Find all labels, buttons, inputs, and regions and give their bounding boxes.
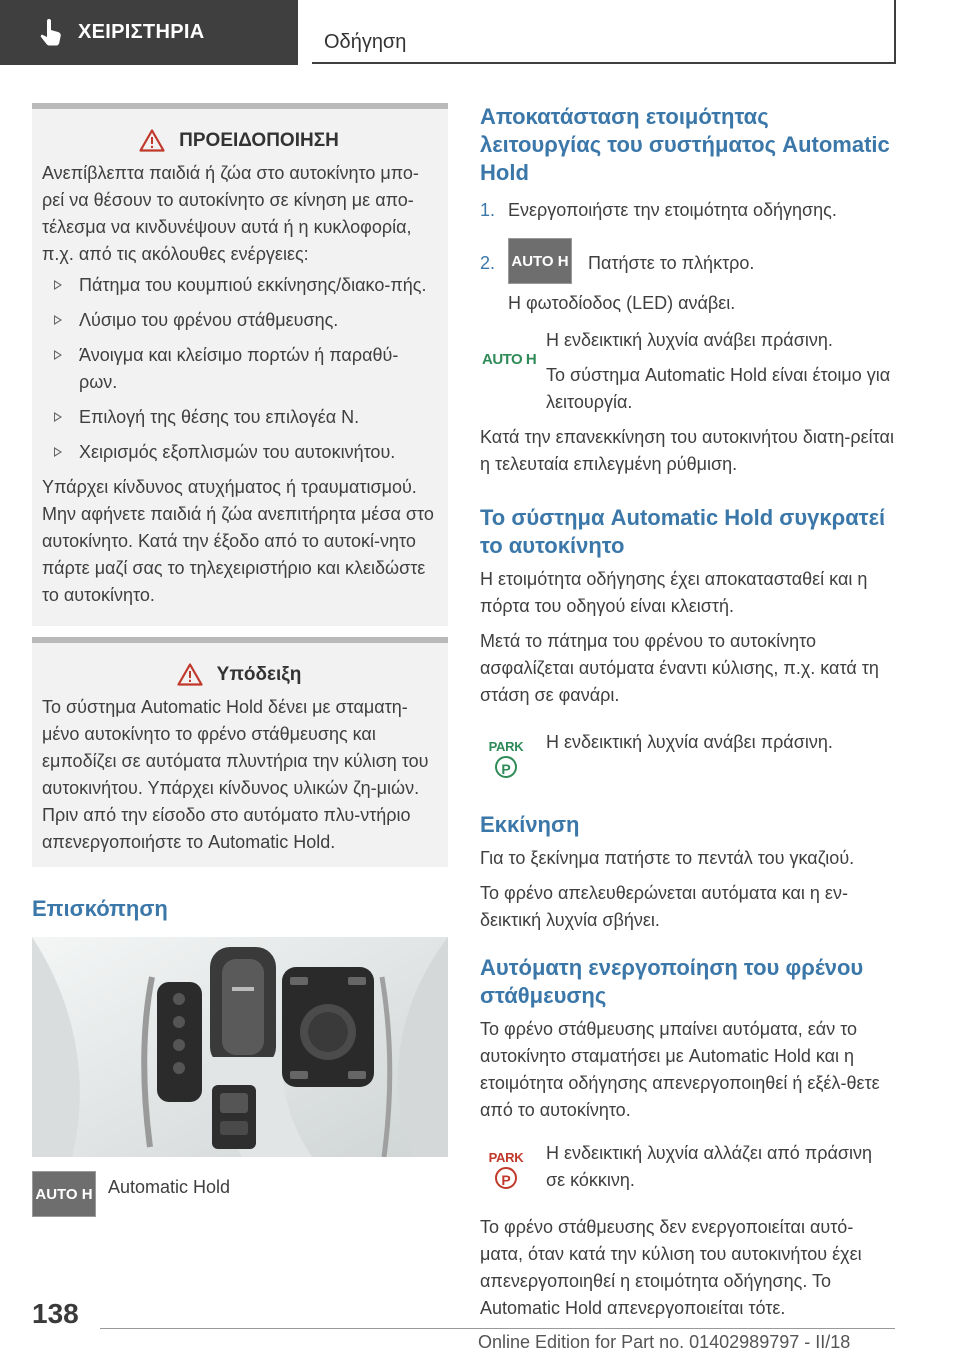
page-number: 138 (32, 1298, 79, 1329)
step-number: 2. (480, 253, 496, 273)
bullet-arrow-icon (54, 280, 62, 290)
warning-intro: Ανεπίβλεπτα παιδιά ή ζώα στο αυτοκίνητο μπο-ρεί να θέσουν το αυτοκίνητο σε κίνηση με απο-τέλεσμα να κινδυνέψουν αυτά ή η κυκλοφορία, π.χ. από τις ακόλουθες ενέργειες: (42, 163, 419, 264)
step-note: Η φωτοδίοδος (LED) ανάβει. (508, 293, 736, 313)
indicator-text: Η ενδεικτική λυχνία αλλάζει από πράσινη σε κόκκινη. (546, 1143, 872, 1190)
indicator-row (480, 729, 894, 789)
chapter-header (312, 0, 896, 64)
auto-h-button-image: AUTO H (508, 238, 572, 284)
warning-triangle-icon (139, 129, 165, 152)
warning-outro: Υπάρχει κίνδυνος ατυχήματος ή τραυματισμού. Μην αφήνετε παιδιά ή ζώα ανεπιτήρητα μέσα στο αυτοκίνητο. Κατά την έξοδο από το αυτοκί-νητο πάρτε μαζί σας το τηλεχειριστήριο και κλειδώστε το αυτοκίνητο. (42, 477, 434, 605)
auto-park-heading: Αυτόματη ενεργοποίηση του φρένου στάθμευσης (480, 955, 864, 1008)
hand-pointer-icon (40, 19, 62, 47)
warning-box (32, 103, 448, 626)
step-2 (480, 238, 894, 284)
indicator-row (480, 1140, 894, 1200)
warning-title: ΠΡΟΕΙΔΟΠΟΙΗΣΗ (179, 129, 339, 151)
notice-heading (42, 663, 436, 686)
center-console-image (32, 937, 448, 1157)
warning-list (42, 272, 436, 466)
step-text: Ενεργοποιήστε την ετοιμότητα οδήγησης. (508, 200, 837, 220)
start-paragraph: Για το ξεκίνημα πατήστε το πεντάλ του γκαζιού. (480, 848, 855, 868)
start-paragraph: Το φρένο απελευθερώνεται αυτόματα και η εν-δεικτική λυχνία σβήνει. (480, 883, 848, 930)
notice-title: Υπόδειξη (216, 663, 302, 685)
list-item: Επιλογή της θέσης του επιλογέα N. (42, 404, 436, 431)
indicator-text: Το σύστημα Automatic Hold είναι έτοιμο για λειτουργία. (546, 365, 891, 412)
warning-heading (42, 129, 436, 152)
list-item: Πάτημα του κουμπιού εκκίνησης/διακο-πής. (42, 272, 436, 299)
restart-text: Κατά την επανεκκίνηση του αυτοκινήτου διατη-ρείται η τελευταία επιλεγμένη ρύθμιση. (480, 427, 894, 474)
restore-heading: Αποκατάσταση ετοιμότητας λειτουργίας του συστήματος Automatic Hold (480, 104, 890, 185)
warning-triangle-icon (177, 663, 203, 686)
bullet-arrow-icon (54, 350, 62, 360)
chapter-title: Οδήγηση (324, 31, 407, 53)
section-title: ΧΕΙΡΙΣΤΗΡΙΑ (78, 21, 205, 43)
edition-text: Online Edition for Part no. 01402989797 - II/18 (478, 1332, 851, 1352)
auto-park-paragraph: Το φρένο στάθμευσης δεν ενεργοποιείται αυτό-ματα, όταν κατά την κύλιση του αυτοκινήτου έχει απενεργοποιηθεί η ετοιμότητα οδήγησης. Το Automatic Hold απενεργοποιείται τότε. (480, 1217, 862, 1318)
bullet-arrow-icon (54, 315, 62, 325)
auto-h-button-image: AUTO H (32, 1171, 96, 1217)
console-illustration (32, 937, 448, 1157)
notice-text: Το σύστημα Automatic Hold δένει με σταματη-μένο αυτοκίνητο το φρένο στάθμευσης και εμποδίζει σε αυτόματα πλυντήρια την κύλιση του αυτοκινήτου. Υπάρχει κίνδυνος υλικών ζη-μιών. Πριν από την είσοδο στο αυτόματο πλυ-ντήριο απενεργοποιήστε το Automatic Hold. (42, 697, 429, 852)
bullet-arrow-icon (54, 447, 62, 457)
right-column (480, 103, 894, 1322)
chapter-tab (0, 0, 298, 65)
bullet-arrow-icon (54, 412, 62, 422)
hold-paragraph: Μετά το πάτημα του φρένου το αυτοκίνητο ασφαλίζεται αυτόματα έναντι κύλισης, π.χ. κατά τη στάση σε φανάρι. (480, 631, 879, 705)
overview-heading: Επισκόπηση (32, 896, 168, 921)
list-item: Χειρισμός εξοπλισμών του αυτοκινήτου. (42, 439, 436, 466)
step-number: 1. (480, 200, 496, 220)
step-1 (480, 197, 894, 224)
notice-box (32, 637, 448, 867)
indicator-text: Η ενδεικτική λυχνία ανάβει πράσινη. (546, 330, 833, 350)
park-red-indicator-icon: PARK P (488, 1150, 524, 1188)
indicator-text: Η ενδεικτική λυχνία ανάβει πράσινη. (546, 732, 833, 752)
hold-paragraph: Η ετοιμότητα οδήγησης έχει αποκατασταθεί και η πόρτα του οδηγού είναι κλειστή. (480, 569, 868, 616)
list-item: Λύσιμο του φρένου στάθμευσης. (42, 307, 436, 334)
park-green-indicator-icon: PARK P (488, 739, 524, 777)
start-heading: Εκκίνηση (480, 812, 580, 837)
hold-heading: Το σύστημα Automatic Hold συγκρατεί το αυτοκίνητο (480, 505, 886, 558)
step-text: Πατήστε το πλήκτρο. (588, 253, 755, 273)
auto-h-indicator-icon: AUTO H (482, 351, 537, 368)
indicator-row (480, 327, 894, 416)
footer-divider (100, 1328, 895, 1329)
overview-caption: Automatic Hold (108, 1177, 231, 1197)
auto-park-paragraph: Το φρένο στάθμευσης μπαίνει αυτόματα, εάν το αυτοκίνητο σταματήσει με Automatic Hold και η ετοιμότητα οδήγησης απενεργοποιηθεί ή εξέλ-θετε από το αυτοκίνητο. (480, 1019, 880, 1120)
list-item: Άνοιγμα και κλείσιμο πορτών ή παραθύ-ρων. (42, 342, 436, 396)
